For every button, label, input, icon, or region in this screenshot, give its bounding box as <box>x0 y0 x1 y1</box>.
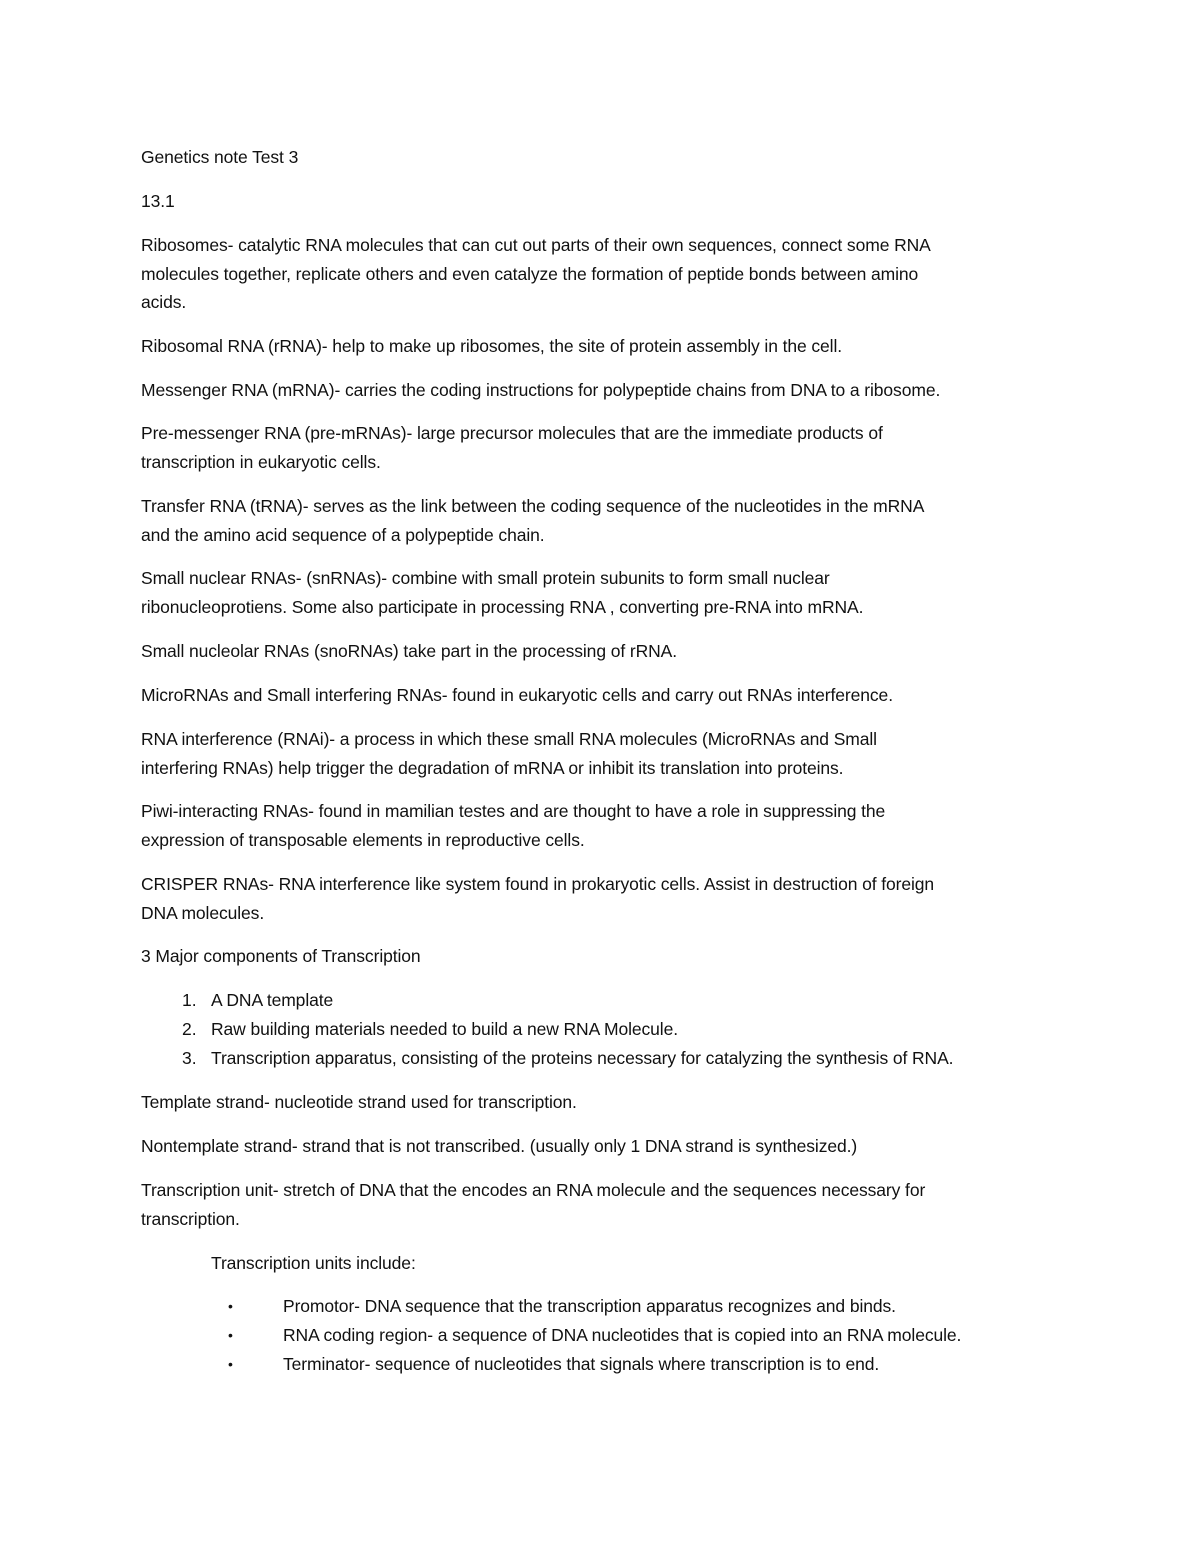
bullet-icon: • <box>228 1298 233 1314</box>
definition-rrna: Ribosomal RNA (rRNA)- help to make up ribosomes, the site of protein assembly in the cell. <box>141 336 843 356</box>
definition-nontemplate-strand: Nontemplate strand- strand that is not transcribed. (usually only 1 DNA strand is synthesized.) <box>141 1136 858 1156</box>
text-line: RNA interference (RNAi)- a process in which these small RNA molecules (MicroRNAs and Small <box>141 729 877 749</box>
text-line: transcription in eukaryotic cells. <box>141 452 381 472</box>
text-line: and the amino acid sequence of a polypeptide chain. <box>141 525 545 545</box>
list-number: 1. <box>182 990 197 1010</box>
section-number: 13.1 <box>141 191 175 211</box>
text-line: molecules together, replicate others and even catalyze the formation of peptide bonds between amino <box>141 264 919 284</box>
definition-microrna: MicroRNAs and Small interfering RNAs- found in eukaryotic cells and carry out RNAs interference. <box>141 685 893 705</box>
list-item: Terminator- sequence of nucleotides that signals where transcription is to end. <box>283 1354 880 1374</box>
text-line: expression of transposable elements in reproductive cells. <box>141 830 585 850</box>
document-title: Genetics note Test 3 <box>141 147 299 167</box>
list-item: Promotor- DNA sequence that the transcription apparatus recognizes and binds. <box>283 1296 896 1316</box>
definition-template-strand: Template strand- nucleotide strand used for transcription. <box>141 1092 577 1112</box>
text-line: interfering RNAs) help trigger the degradation of mRNA or inhibit its translation into proteins. <box>141 758 844 778</box>
text-line: CRISPER RNAs- RNA interference like system found in prokaryotic cells. Assist in destruction of foreign <box>141 874 935 894</box>
components-heading: 3 Major components of Transcription <box>141 946 421 966</box>
list-number: 2. <box>182 1019 197 1039</box>
text-line: DNA molecules. <box>141 903 265 923</box>
units-heading: Transcription units include: <box>211 1253 416 1273</box>
text-line: acids. <box>141 292 187 312</box>
list-item: Raw building materials needed to build a new RNA Molecule. <box>211 1019 678 1039</box>
list-item: A DNA template <box>211 990 334 1010</box>
text-line: transcription. <box>141 1209 240 1229</box>
definition-snorna: Small nucleolar RNAs (snoRNAs) take part in the processing of rRNA. <box>141 641 678 661</box>
text-line: Pre-messenger RNA (pre-mRNAs)- large precursor molecules that are the immediate products of <box>141 423 883 443</box>
list-item: RNA coding region- a sequence of DNA nucleotides that is copied into an RNA molecule. <box>283 1325 962 1345</box>
list-item: Transcription apparatus, consisting of the proteins necessary for catalyzing the synthesis of RNA. <box>211 1048 954 1068</box>
text-line: Transcription unit- stretch of DNA that the encodes an RNA molecule and the sequences necessary for <box>141 1180 926 1200</box>
list-number: 3. <box>182 1048 197 1068</box>
text-line: ribonucleoprotiens. Some also participate in processing RNA , converting pre-RNA into mRNA. <box>141 597 864 617</box>
bullet-icon: • <box>228 1327 233 1343</box>
text-line: Transfer RNA (tRNA)- serves as the link between the coding sequence of the nucleotides in the mRNA <box>141 496 925 516</box>
text-line: Piwi-interacting RNAs- found in mamilian testes and are thought to have a role in suppressing the <box>141 801 886 821</box>
text-line: Ribosomes- catalytic RNA molecules that can cut out parts of their own sequences, connect some RNA <box>141 235 931 255</box>
definition-mrna: Messenger RNA (mRNA)- carries the coding instructions for polypeptide chains from DNA to a ribosome. <box>141 380 941 400</box>
bullet-icon: • <box>228 1356 233 1372</box>
text-line: Small nuclear RNAs- (snRNAs)- combine with small protein subunits to form small nuclear <box>141 568 830 588</box>
